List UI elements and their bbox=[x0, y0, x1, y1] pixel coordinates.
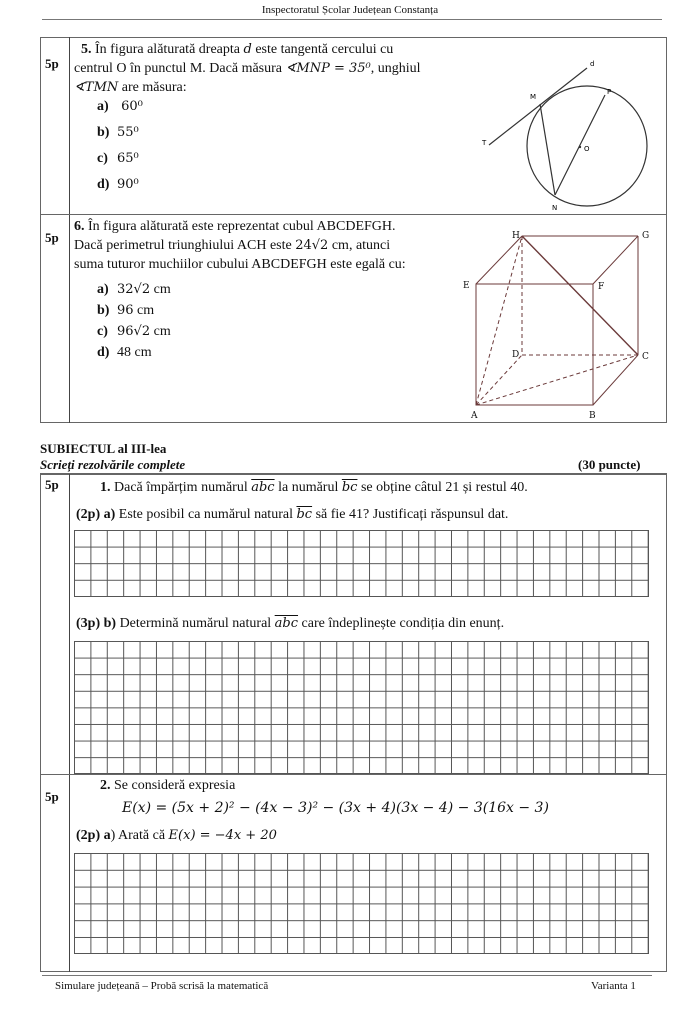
label-H: H bbox=[512, 231, 520, 241]
label-d: d bbox=[590, 60, 595, 68]
label-C: C bbox=[642, 352, 649, 362]
s3-item1-part-b: (3p) b) Determină numărul natural $\overline{abc}$ care îndeplinește condiția din enunț. bbox=[76, 616, 505, 631]
item5-number: 5. bbox=[81, 42, 92, 57]
header-divider bbox=[42, 19, 662, 20]
item6-points: 5p bbox=[45, 230, 59, 245]
item6-number: 6. bbox=[74, 219, 85, 234]
label-A: A bbox=[471, 411, 478, 421]
cube-figure bbox=[455, 222, 665, 422]
s3-item1-statement: 1. Dacă împărțim numărul $\overline{abc}$ la numărul $\overline{bc}$ se obține câtul 21 și restul 40. bbox=[100, 480, 528, 495]
section3-title: SUBIECTUL al III-lea bbox=[40, 441, 167, 456]
row-divider bbox=[40, 774, 667, 775]
option-d: d) 90⁰ bbox=[97, 177, 139, 192]
option-d: d) 48 cm bbox=[97, 345, 152, 360]
answer-grid-1b[interactable] bbox=[74, 641, 649, 774]
s3-item2-points: 5p bbox=[45, 789, 59, 804]
item5-points: 5p bbox=[45, 56, 59, 71]
option-a: a) 60⁰ bbox=[97, 99, 143, 114]
s3-item2-part-a: (2p) a) Arată că E(x) = −4x + 20 bbox=[76, 828, 277, 843]
answer-grid-1a[interactable] bbox=[74, 530, 649, 597]
footer-left: Simulare județeană – Probă scrisă la matematică bbox=[55, 980, 269, 992]
circle-tangent-figure bbox=[470, 50, 660, 215]
label-G: G bbox=[642, 231, 650, 241]
footer-divider bbox=[42, 975, 652, 976]
section3-points-total: (30 puncte) bbox=[578, 457, 641, 472]
option-c: c) 96√2 cm bbox=[97, 324, 171, 339]
label-O: O bbox=[584, 145, 590, 153]
label-T: T bbox=[482, 139, 487, 147]
s3-item1-part-a: (2p) a) Este posibil ca numărul natural $\overline{bc}$ să fie 41? Justificați răspunsul dat. bbox=[76, 507, 509, 522]
option-c: c) 65⁰ bbox=[97, 151, 139, 166]
section3-subtitle: Scrieți rezolvările complete bbox=[40, 457, 186, 472]
answer-grid-2a[interactable] bbox=[74, 853, 649, 954]
option-b: b) 55⁰ bbox=[97, 125, 139, 140]
label-B: B bbox=[589, 411, 596, 421]
item5-options bbox=[97, 99, 143, 203]
label-D: D bbox=[512, 350, 520, 360]
points-column-divider bbox=[69, 474, 70, 972]
footer-right: Varianta 1 bbox=[591, 980, 636, 992]
option-a: a) 32√2 cm bbox=[97, 282, 171, 297]
label-E: E bbox=[463, 281, 470, 291]
label-M: M bbox=[530, 93, 537, 101]
option-b: b) 96 cm bbox=[97, 303, 155, 318]
page-header-title: Inspectoratul Școlar Județean Constanța bbox=[261, 4, 439, 16]
label-F: F bbox=[598, 282, 605, 292]
points-column-divider bbox=[69, 37, 70, 423]
item6-options bbox=[97, 282, 171, 366]
label-N: N bbox=[552, 204, 558, 212]
s3-item2-expression: E(x) = (5x + 2)² − (4x − 3)² − (3x + 4)(3x − 4) − 3(16x − 3) bbox=[122, 800, 549, 816]
s3-item1-points: 5p bbox=[45, 477, 59, 492]
item5-question: 5. În figura alăturată dreapta d este tangentă cercului cu centrul O în punctul M. Dacă măsura ∢MNP = 35⁰, unghiul ∢TMN are măsura: bbox=[74, 42, 421, 95]
s3-item2-statement: 2. Se consideră expresia bbox=[100, 778, 236, 793]
item6-question: 6. În figura alăturată este reprezentat cubul ABCDEFGH. Dacă perimetrul triunghiului ACH este 24√2 cm, atunci suma tuturor muchiilor cubului ABCDEFGH este egală cu: bbox=[74, 219, 406, 272]
label-P: P bbox=[607, 88, 612, 96]
